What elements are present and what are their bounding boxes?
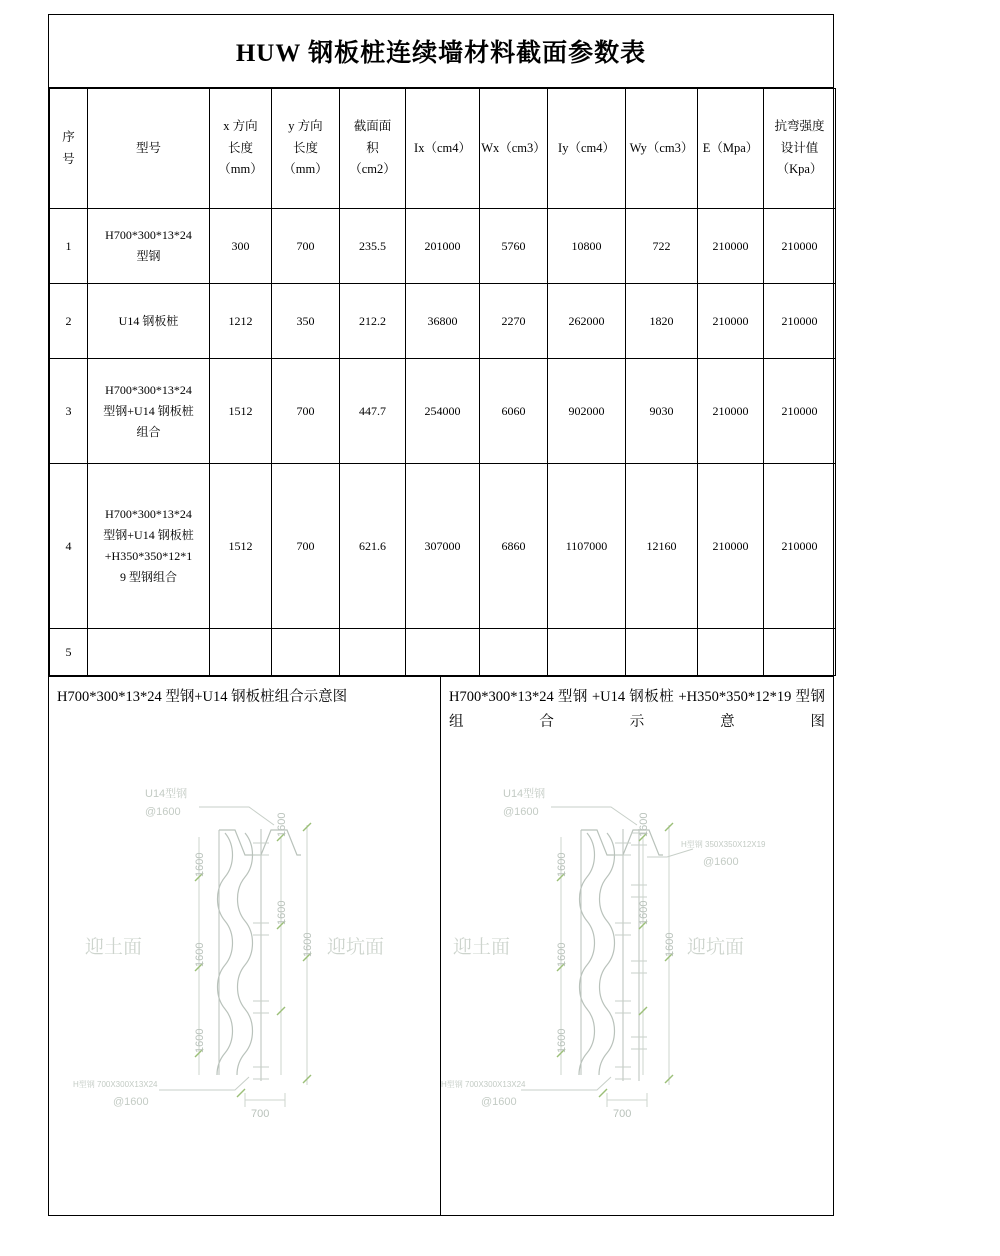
document-page xyxy=(48,14,834,1216)
figure-left xyxy=(49,676,441,1215)
figure-left-dim-3: 1600 xyxy=(194,1028,206,1053)
figure-right-dim-3: 1600 xyxy=(556,1028,568,1053)
cell-ix: 254000 xyxy=(406,359,480,464)
cell-bending-strength: 210000 xyxy=(764,284,836,359)
cell-elastic-modulus: 210000 xyxy=(698,284,764,359)
th-y-length: y 方向 长度 （mm） xyxy=(272,89,340,209)
cell-x-length: 300 xyxy=(210,209,272,284)
cell-ix xyxy=(406,629,480,676)
th-x-length: x 方向 长度 （mm） xyxy=(210,89,272,209)
cell-ix: 201000 xyxy=(406,209,480,284)
th-iy: Iy（cm4） xyxy=(548,89,626,209)
cell-model: H700*300*13*24 型钢 xyxy=(88,209,210,284)
figure-left-top-spacing-label: @1600 xyxy=(145,806,181,818)
figure-right-dim-5: 1600 xyxy=(638,900,650,925)
cell-iy: 262000 xyxy=(548,284,626,359)
cell-x-length: 1212 xyxy=(210,284,272,359)
figure-right-dim-700: 700 xyxy=(613,1108,632,1120)
figure-left-dim-5: 1600 xyxy=(276,900,288,925)
cell-ix: 307000 xyxy=(406,464,480,629)
figure-right-caption: H700*300*13*24 型钢 +U14 钢板桩 +H350*350*12*19 型钢组合示意图 xyxy=(449,689,825,730)
figure-left-top-member-label: U14型钢 xyxy=(145,788,188,800)
cell-iy: 902000 xyxy=(548,359,626,464)
figure-right-dim-1: 1600 xyxy=(556,852,568,877)
cell-wy: 722 xyxy=(626,209,698,284)
cell-wy: 9030 xyxy=(626,359,698,464)
cell-wy xyxy=(626,629,698,676)
figures-area xyxy=(49,676,833,1215)
figure-left-dim-4: 1600 xyxy=(276,812,288,837)
cell-wy: 12160 xyxy=(626,464,698,629)
sheet-pile-diagram-right xyxy=(441,745,833,1215)
cell-area: 235.5 xyxy=(340,209,406,284)
page-title: HUW 钢板桩连续墙材料截面参数表 xyxy=(235,40,647,67)
cell-area: 447.7 xyxy=(340,359,406,464)
th-model: 型号 xyxy=(88,89,210,209)
th-wx: Wx（cm3） xyxy=(480,89,548,209)
figure-left-bottom-member-label: H型钢 700X300X13X24 xyxy=(73,1080,158,1089)
cell-iy xyxy=(548,629,626,676)
cell-y-length: 700 xyxy=(272,464,340,629)
figure-left-soil-face-label: 迎土面 xyxy=(85,937,143,958)
cell-y-length: 700 xyxy=(272,209,340,284)
cell-iy: 1107000 xyxy=(548,464,626,629)
cell-elastic-modulus: 210000 xyxy=(698,209,764,284)
cell-wx: 5760 xyxy=(480,209,548,284)
th-bending-strength: 抗弯强度 设计值 （Kpa） xyxy=(764,89,836,209)
figure-left-dim-2: 1600 xyxy=(194,942,206,967)
table-row xyxy=(50,464,836,629)
th-elastic-modulus: E（Mpa） xyxy=(698,89,764,209)
cell-y-length xyxy=(272,629,340,676)
cell-y-length: 350 xyxy=(272,284,340,359)
figure-right-bottom-member-label: H型钢 700X300X13X24 xyxy=(441,1080,526,1089)
figure-right-top-spacing-label: @1600 xyxy=(503,806,539,818)
cell-bending-strength xyxy=(764,629,836,676)
table-row xyxy=(50,359,836,464)
th-area: 截面面 积 （cm2） xyxy=(340,89,406,209)
figure-left-dim-1: 1600 xyxy=(194,852,206,877)
figure-left-bottom-spacing-label: @1600 xyxy=(113,1096,149,1108)
cell-model: H700*300*13*24 型钢+U14 钢板桩 +H350*350*12*1 9 型钢组合 xyxy=(88,464,210,629)
cell-bending-strength: 210000 xyxy=(764,464,836,629)
figure-right-dim-6: 1600 xyxy=(664,932,676,957)
cell-bending-strength: 210000 xyxy=(764,359,836,464)
cell-index: 1 xyxy=(50,209,88,284)
cell-index: 2 xyxy=(50,284,88,359)
cell-model: U14 钢板桩 xyxy=(88,284,210,359)
table-header-row xyxy=(50,89,836,209)
figure-right-side-spacing-label: @1600 xyxy=(703,856,739,868)
figure-right xyxy=(441,676,833,1215)
figure-right-soil-face-label: 迎土面 xyxy=(453,937,511,958)
document-title-row xyxy=(49,15,833,88)
figure-right-dim-4: 1600 xyxy=(638,812,650,837)
figure-right-side-member-label: H型钢 350X350X12X19 xyxy=(681,840,766,849)
figure-right-bottom-spacing-label: @1600 xyxy=(481,1096,517,1108)
cell-iy: 10800 xyxy=(548,209,626,284)
figure-right-body xyxy=(441,745,833,1215)
table-row xyxy=(50,284,836,359)
sheet-pile-diagram-left xyxy=(49,745,441,1215)
figure-right-top-member-label: U14型钢 xyxy=(503,788,546,800)
figure-right-pit-face-label: 迎坑面 xyxy=(687,937,745,958)
cell-x-length: 1512 xyxy=(210,464,272,629)
th-index: 序 号 xyxy=(50,89,88,209)
cell-area: 212.2 xyxy=(340,284,406,359)
figure-left-dim-700: 700 xyxy=(251,1108,270,1120)
figure-left-body xyxy=(49,745,440,1215)
figure-right-dim-2: 1600 xyxy=(556,942,568,967)
cell-elastic-modulus xyxy=(698,629,764,676)
cell-x-length xyxy=(210,629,272,676)
cell-wx: 6860 xyxy=(480,464,548,629)
th-ix: Ix（cm4） xyxy=(406,89,480,209)
cell-ix: 36800 xyxy=(406,284,480,359)
cell-area: 621.6 xyxy=(340,464,406,629)
cell-index: 5 xyxy=(50,629,88,676)
cell-index: 4 xyxy=(50,464,88,629)
cell-elastic-modulus: 210000 xyxy=(698,359,764,464)
cell-bending-strength: 210000 xyxy=(764,209,836,284)
cell-wx xyxy=(480,629,548,676)
parameters-table xyxy=(49,88,836,676)
cell-wy: 1820 xyxy=(626,284,698,359)
cell-elastic-modulus: 210000 xyxy=(698,464,764,629)
figure-left-dim-6: 1600 xyxy=(302,932,314,957)
cell-model xyxy=(88,629,210,676)
cell-index: 3 xyxy=(50,359,88,464)
th-wy: Wy（cm3） xyxy=(626,89,698,209)
table-row xyxy=(50,629,836,676)
table-row xyxy=(50,209,836,284)
cell-wx: 2270 xyxy=(480,284,548,359)
cell-x-length: 1512 xyxy=(210,359,272,464)
cell-model: H700*300*13*24 型钢+U14 钢板桩 组合 xyxy=(88,359,210,464)
figure-left-pit-face-label: 迎坑面 xyxy=(327,937,385,958)
figure-left-caption: H700*300*13*24 型钢+U14 钢板桩组合示意图 xyxy=(57,689,348,705)
cell-area xyxy=(340,629,406,676)
cell-y-length: 700 xyxy=(272,359,340,464)
cell-wx: 6060 xyxy=(480,359,548,464)
